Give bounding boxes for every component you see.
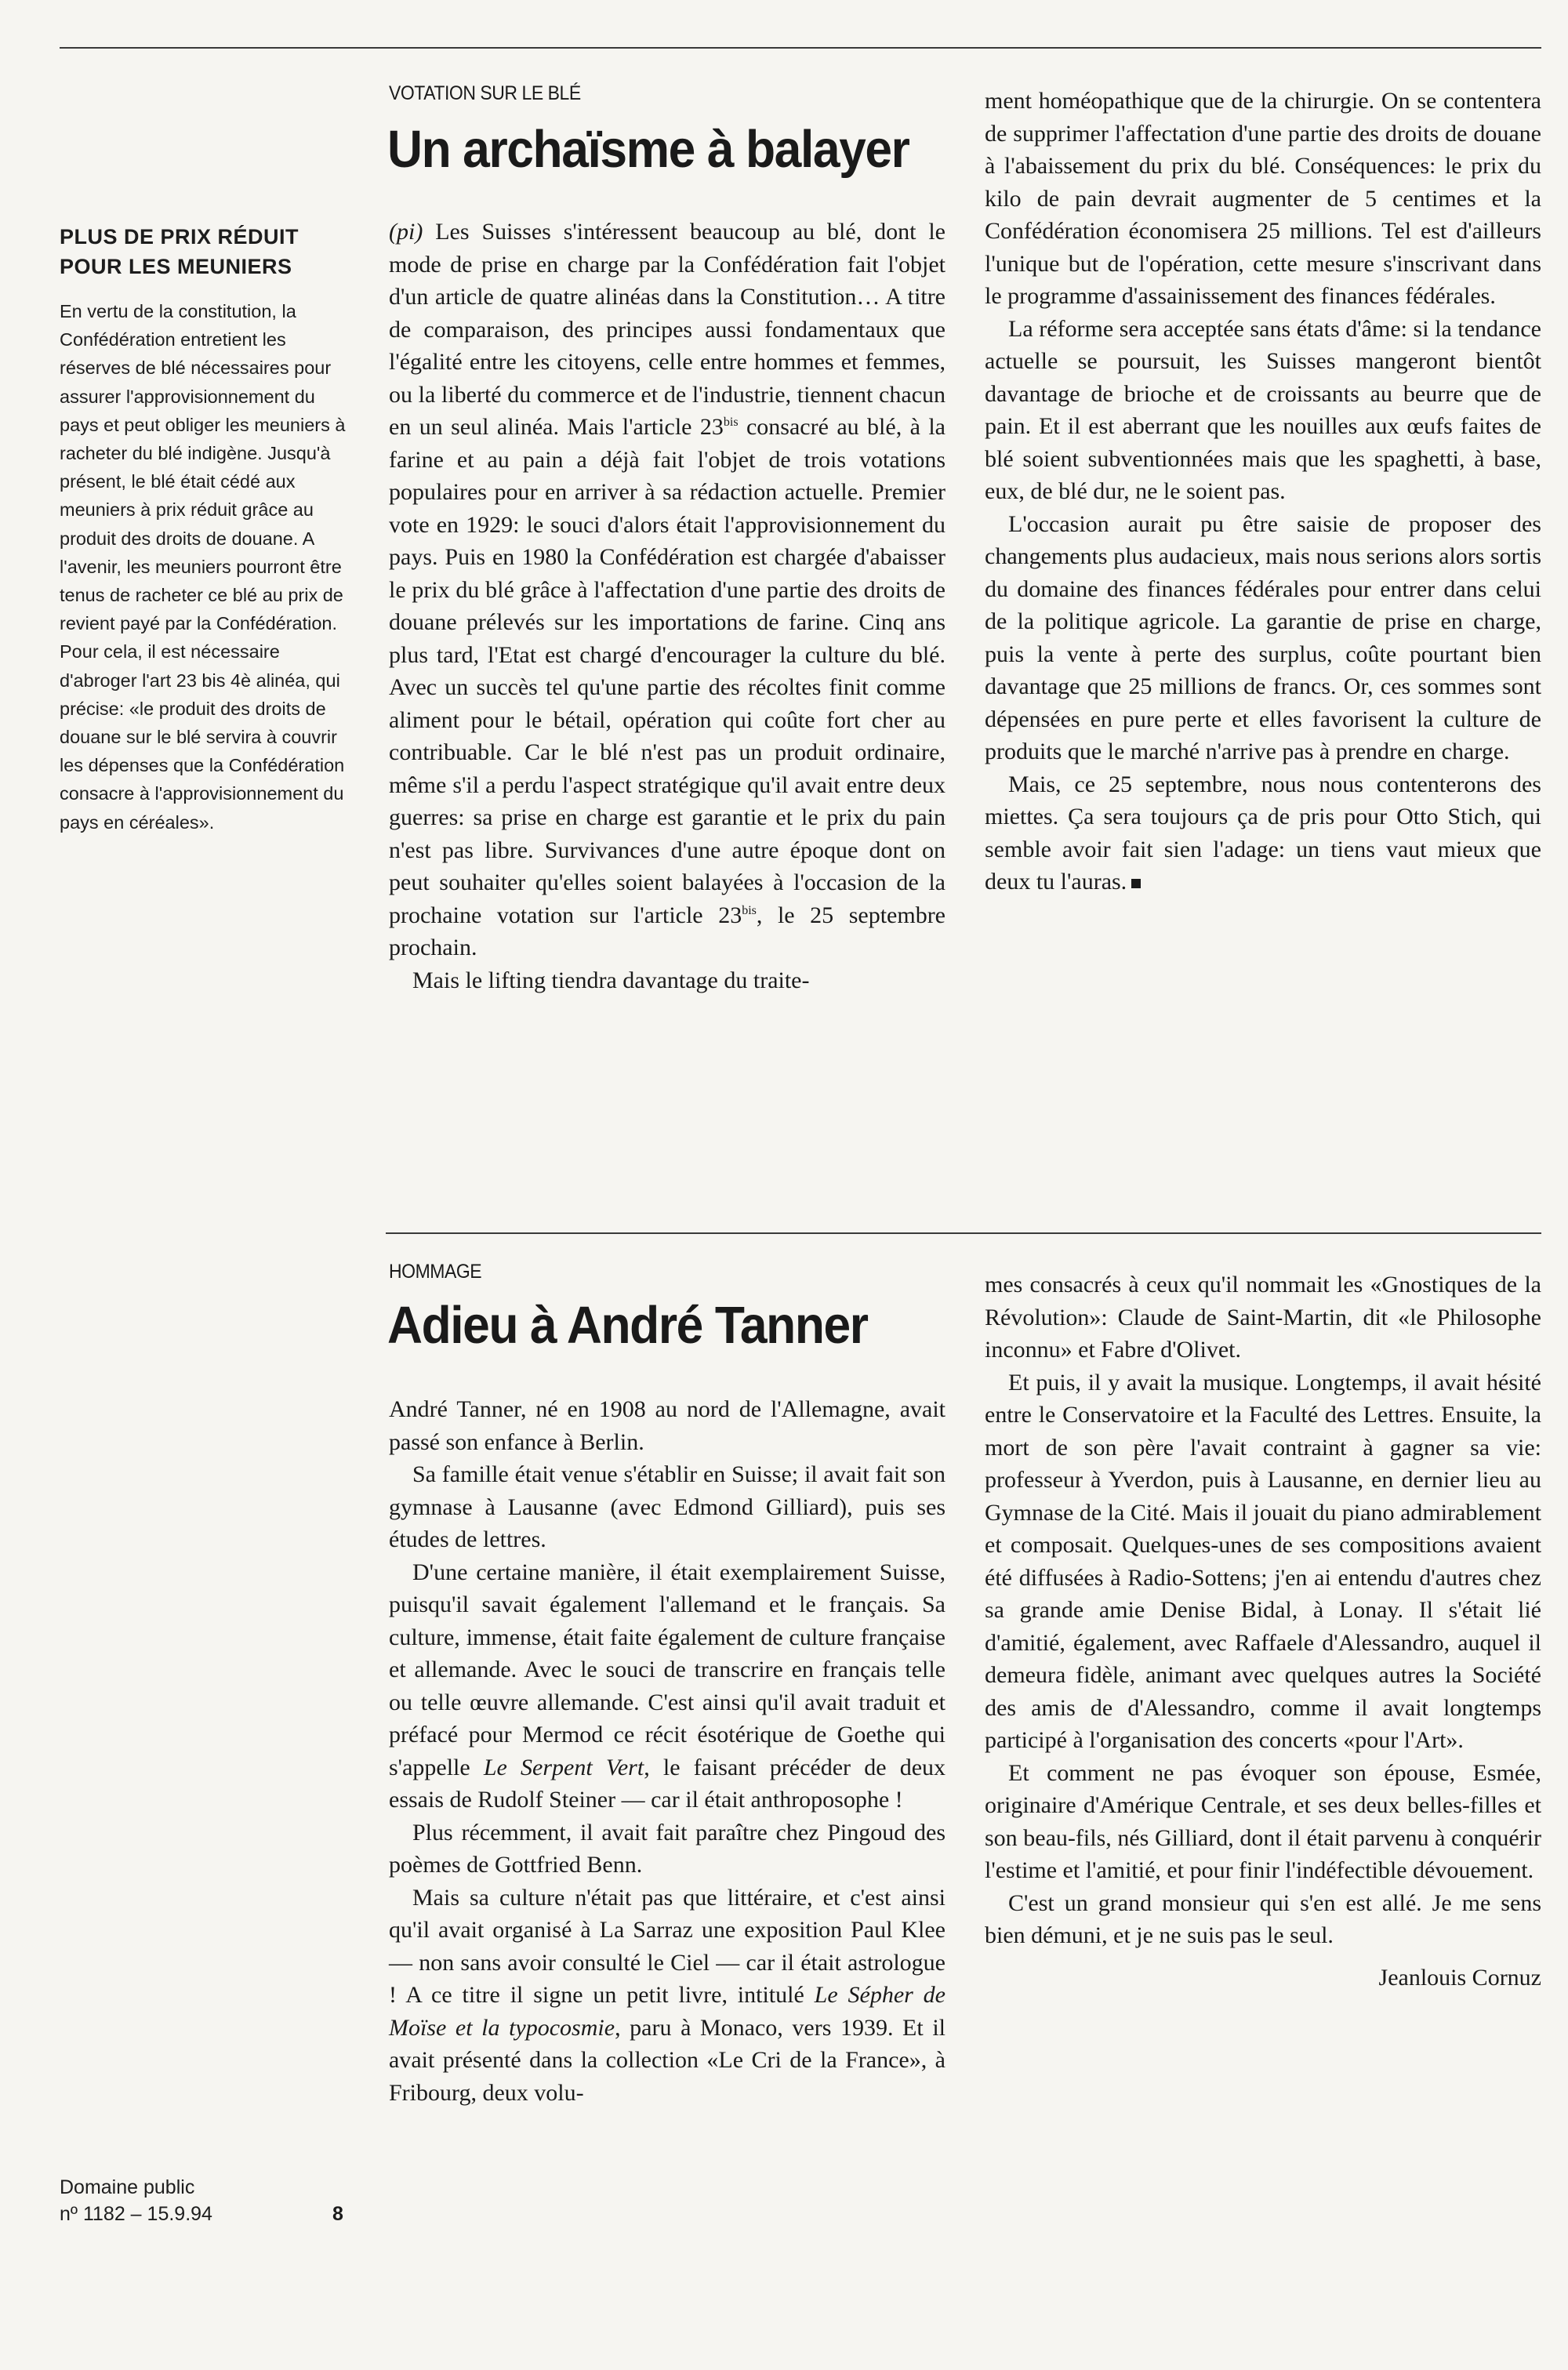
article2-kicker: HOMMAGE [389, 1261, 482, 1283]
book-title: Le Serpent Vert [483, 1754, 644, 1780]
article2-headline: Adieu à André Tanner [387, 1296, 868, 1355]
page-number: 8 [332, 2203, 343, 2225]
footer [60, 2174, 358, 2227]
article2-paragraph: mes consacrés à ceux qu'il nommait les «Gnostiques de la Révolution»: Claude de Saint-Martin, dit «le Philosophe inconnu» et Fabre d'Olivet. [985, 1272, 1541, 1363]
author-signature: Jeanlouis Cornuz [1378, 1964, 1541, 1991]
article2-paragraph: D'une certaine manière, il était exemplairement Suisse, puisqu'il savait également l'allemand et le français. Sa culture, immense, était faite également de culture française et allemande. Avec le souci de transcrire en français telle ou telle œuvre allemande. C'est ainsi qu'il avait traduit et préfacé pour Mermod ce récit ésotérique de Goethe qui s'appelle Le Serpent Vert, le faisant précéder de deux essais de Rudolf Steiner — car il était anthroposophe ! [389, 1559, 946, 1813]
sidebar-title: PLUS DE PRIX RÉDUIT POUR LES MEUNIERS [60, 225, 299, 278]
article1-paragraph: (pi) Les Suisses s'intéressent beaucoup au blé, dont le mode de prise en charge par la Confédération fait l'objet d'un article de quatre alinéas dans la Constitution… A titre de comparaison, des principes aussi fondamentaux que l'égalité entre les citoyens, celle entre hommes et femmes, ou la liberté du commerce et de l'industrie, tiennent chacun en un seul alinéa. Mais l'article $23^{bis}$ consacré au blé, à la farine et au pain a déjà fait l'objet de trois votations populaires pour en arriver à sa rédaction actuelle. Premier vote en 1929: le souci d'alors était l'approvisionnement du pays. Puis en 1980 la Confédération est chargée d'abaisser le prix du blé grâce à l'affectation d'une partie des droits de douane prélevés sur les importations de farine. Cinq ans plus tard, l'Etat est chargé d'encourager la culture du blé. Avec un succès tel qu'une partie des récoltes finit comme aliment pour le bétail, opération qui coûte fort cher au contribuable. Car le blé n'est pas un produit ordinaire, même s'il a perdu l'aspect stratégique qu'il avait entre deux guerres: sa prise en charge est garantie et le prix du pain n'est pas libre. Survivances d'une autre époque dont on peut souhaiter qu'elles soient balayées à l'occasion de la prochaine votation sur l'article $23^{bis}$, le 25 septembre prochain. [389, 219, 946, 960]
sidebar-text: En vertu de la constitution, la Confédération entretient les réserves de blé nécessaires pour assurer l'approvisionnement du pays et peut obliger les meuniers à racheter du blé indigène. Jusqu'à présent, le blé était cédé aux meuniers à prix réduit grâce au produit des droits de douane. A l'avenir, les meuniers pourront être tenus de racheter ce blé au prix de revient payé par la Confédération. Pour cela, il est nécessaire d'abroger l'art 23 bis 4è alinéa, qui précise: «le produit des droits de douane sur le blé servira à couvrir les dépenses que la Confédération consacre à l'approvisionnement du pays en céréales». [60, 301, 346, 833]
article1-column-2 [985, 85, 1541, 898]
article1-headline: Un archaïsme à balayer [387, 120, 909, 179]
article1-paragraph: Mais le lifting tiendra davantage du traite- [412, 967, 810, 993]
article1-paragraph: Mais, ce 25 septembre, nous nous contenterons des miettes. Ça sera toujours ça de pris pour Otto Stich, qui semble avoir fait sien l'adage: un tiens vaut mieux que deux tu l'auras. [985, 771, 1541, 895]
article1-paragraph: La réforme sera acceptée sans états d'âme: si la tendance actuelle se poursuit, les Suisses mangeront bientôt davantage de brioche et de croissants au beurre que de pain. Et il est aberrant que les nouilles aux œufs faites de blé soient subventionnées mais que les spaghetti, à base, eux, de blé dur, ne le soient pas. [985, 315, 1541, 504]
article1-kicker: VOTATION SUR LE BLÉ [389, 82, 581, 104]
publication-name: Domaine public [60, 2176, 195, 2198]
article2-column-1 [389, 1393, 946, 2109]
article2-column-2 [985, 1268, 1541, 1994]
article1-column-1 [389, 216, 946, 996]
article2-paragraph: Et comment ne pas évoquer son épouse, Esmée, originaire d'Amérique Centrale, et ses deux belles-filles et son beau-fils, nés Gilliard, dont il était parvenu à conquérir l'estime et l'amitié, et pour finir l'indéfectible dévouement. [985, 1759, 1541, 1883]
article2-paragraph: Sa famille était venue s'établir en Suisse; il avait fait son gymnase à Lausanne (avec Edmond Gilliard), puis ses études de lettres. [389, 1461, 946, 1552]
article2-paragraph: André Tanner, né en 1908 au nord de l'Allemagne, avait passé son enfance à Berlin. [389, 1396, 946, 1455]
article1-paragraph: ment homéopathique que de la chirurgie. On se contentera de supprimer l'affectation d'une partie des droits de douane à l'abaissement du prix du blé. Conséquences: le prix du kilo de pain devrait augmenter de 5 centimes et la Confédération économisera 25 millions. Tel est d'ailleurs l'unique but de l'opération, cette mesure s'inscrivant dans le programme d'assainissement des finances fédérales. [985, 88, 1541, 309]
article2-paragraph: Et puis, il y avait la musique. Longtemps, il avait hésité entre le Conservatoire et la Faculté des Lettres. Ensuite, la mort de son père l'avait contraint à gagner sa vie: professeur à Yverdon, puis à Lausanne, en dernier lieu au Gymnase de la Cité. Mais il jouait du piano admirablement et composait. Quelques-unes de ses compositions avaient été diffusées à Radio-Sottens; j'en ai entendu d'autres chez sa grande amie Denise Bidal, à Lonay. Il s'était lié d'amitié, également, avec Raffaele d'Alessandro, auquel il demeura fidèle, animant avec quelques autres la Société des amis de d'Alessandro, comme il avait longtemps participé à l'organisation des concerts «pour l'Art». [985, 1369, 1541, 1753]
sidebar-box [60, 222, 351, 837]
article2-paragraph: Mais sa culture n'était pas que littéraire, et c'est ainsi qu'il avait organisé à La Sarraz une exposition Paul Klee — non sans avoir consulté le Ciel — car il était astrologue ! A ce titre il signe un petit livre, intitulé Le Sépher de Moïse et la typocosmie, paru à Monaco, vers 1939. Et il avait présenté dans la collection «Le Cri de la France», à Fribourg, deux volu- [389, 1884, 946, 2106]
article2-paragraph: C'est un grand monsieur qui s'en est allé. Je me sens bien démuni, et je ne suis pas le seul. [985, 1889, 1541, 1948]
section-rule [386, 1232, 1541, 1234]
book-title: Le Sépher de Moïse et la typocosmie [389, 1982, 946, 2041]
top-rule [60, 47, 1541, 49]
issue-info: nº 1182 – 15.9.94 [60, 2203, 212, 2225]
article1-paragraph: L'occasion aurait pu être saisie de proposer des changements plus audacieux, mais nous serions alors sortis du domaine des finances fédérales pour entrer dans celui de la politique agricole. La garantie de prise en charge, puis la vente à perte des surplus, coûte pourtant bien davantage que 25 millions de francs. Or, ces sommes sont dépensées en pure perte et elles favorisent la culture de produits que le marché n'arrive pas à prendre en charge. [985, 510, 1541, 764]
author-sigle: (pi) [389, 219, 423, 245]
article2-paragraph: Plus récemment, il avait fait paraître chez Pingoud des poèmes de Gottfried Benn. [389, 1819, 946, 1878]
end-of-article-mark [1131, 879, 1141, 888]
